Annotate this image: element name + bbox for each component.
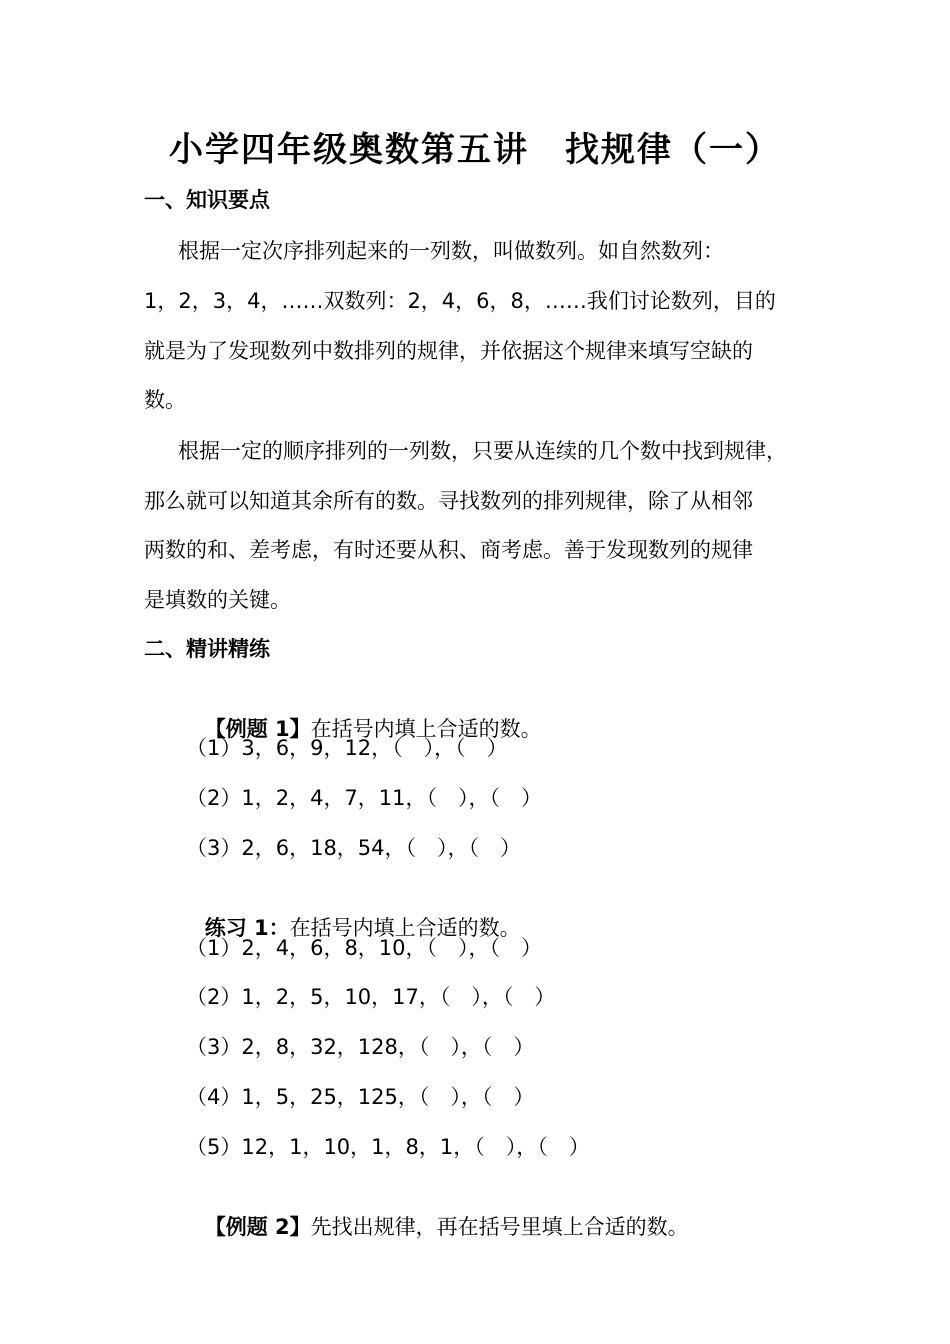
exercise-item: （2）1，2，5，10，17，（ ），（ ）	[186, 985, 556, 1009]
example-1-instruction: 在括号内填上合适的数。	[310, 717, 542, 741]
exercise-item: （1）3，6，9，12，（ ），（ ）	[186, 736, 508, 760]
paragraph-line: 数。	[144, 388, 186, 412]
example-2-header	[178, 1182, 689, 1272]
exercise-item: （3）2，6，18，54，（ ），（ ）	[186, 836, 522, 860]
paragraph-line: 两数的和、差考虑，有时还要从积、商考虑。善于发现数列的规律	[144, 538, 753, 562]
section-heading-practice: 二、精讲精练	[144, 637, 270, 661]
practice-1-label: 练习 1：	[204, 916, 290, 940]
paragraph-line: 是填数的关键。	[144, 588, 291, 612]
exercise-item: （4）1，5，25，125，（ ），（ ）	[186, 1085, 535, 1109]
paragraph-line: 那么就可以知道其余所有的数。寻找数列的排列规律，除了从相邻	[144, 489, 753, 513]
paragraph-line: 就是为了发现数列中数排列的规律，并依据这个规律来填写空缺的	[144, 339, 753, 363]
paragraph-line: 根据一定的顺序排列的一列数，只要从连续的几个数中找到规律，	[178, 439, 787, 463]
exercise-item: （3）2，8，32，128，（ ），（ ）	[186, 1035, 535, 1059]
exercise-item: （5）12，1，10，1，8，1，（ ），（ ）	[186, 1135, 590, 1159]
exercise-item: （2）1，2，4，7，11，（ ），（ ）	[186, 786, 543, 810]
exercise-item: （1）2，4，6，8，10，（ ），（ ）	[186, 936, 543, 960]
paragraph-line: 根据一定次序排列起来的一列数，叫做数列。如自然数列：	[178, 239, 724, 263]
example-2-instruction: 先找出规律，再在括号里填上合适的数。	[310, 1215, 689, 1239]
example-1-label: 【例题 1】	[204, 717, 311, 741]
example-2-label: 【例题 2】	[204, 1215, 311, 1239]
practice-1-instruction: 在括号内填上合适的数。	[289, 916, 521, 940]
page-title: 小学四年级奥数第五讲 找规律（一）	[169, 130, 781, 170]
section-heading-knowledge: 一、知识要点	[144, 188, 270, 212]
paragraph-line: 1，2，3，4，……双数列：2，4，6，8，……我们讨论数列，目的	[144, 289, 776, 313]
